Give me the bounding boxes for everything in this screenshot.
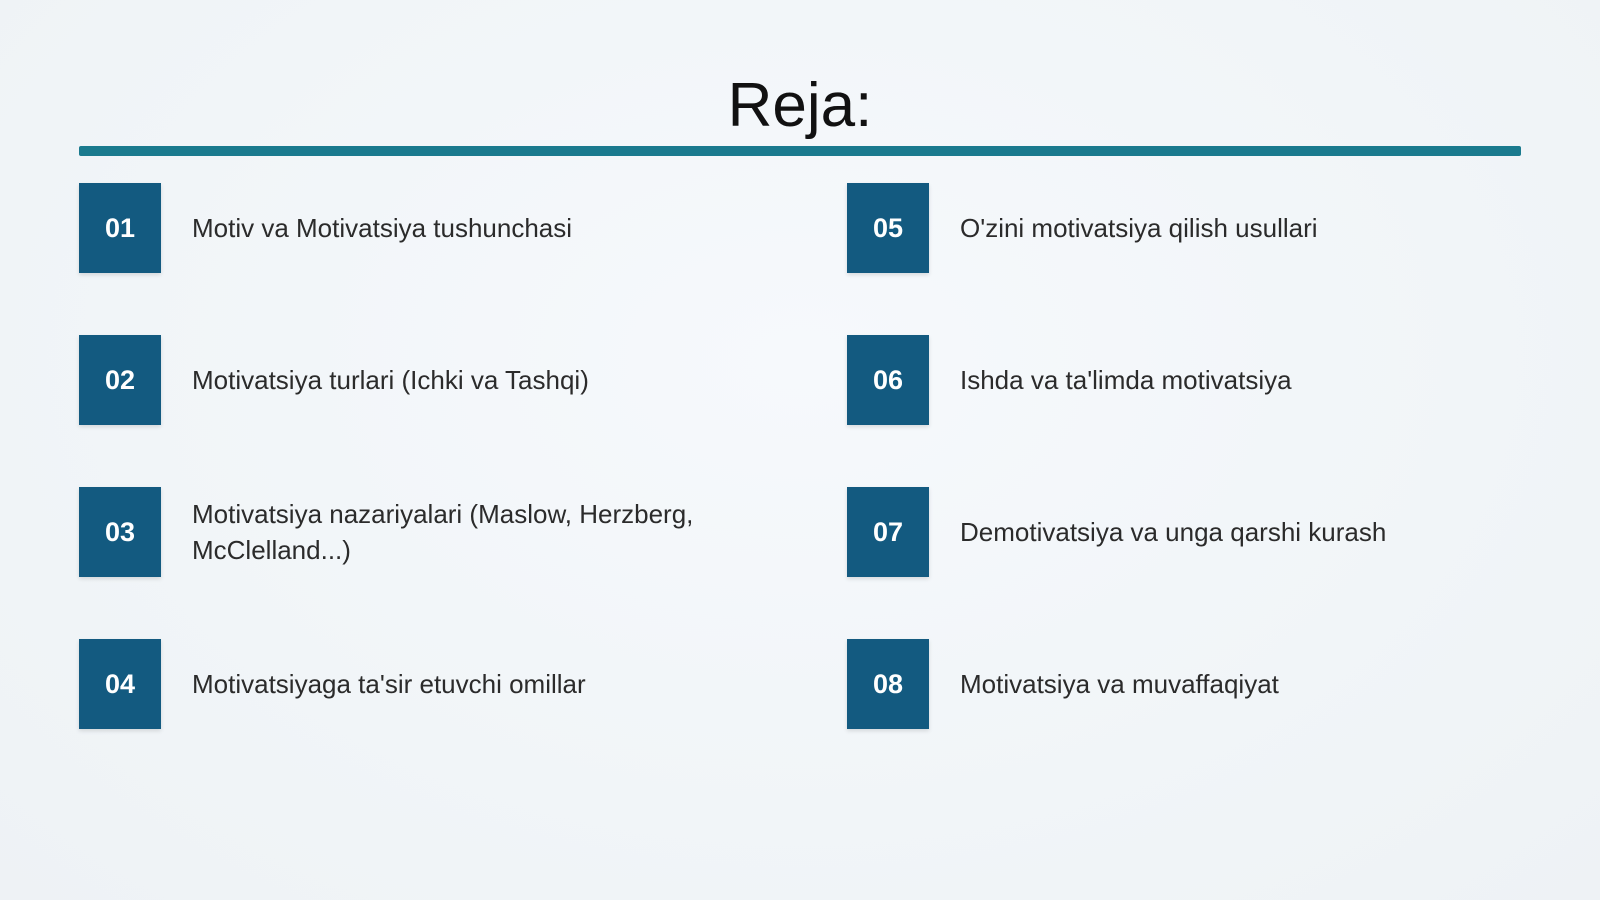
title-divider: [79, 146, 1521, 156]
item-text: Motiv va Motivatsiya tushunchasi: [192, 213, 573, 243]
item-number-badge: 05: [847, 183, 929, 273]
agenda-item-01: [79, 183, 769, 273]
agenda-item-03: [79, 487, 769, 577]
item-text: Motivatsiya va muvaffaqiyat: [960, 669, 1279, 699]
agenda-item-05: [847, 183, 1537, 273]
item-number-badge: 02: [79, 335, 161, 425]
item-number-badge: 01: [79, 183, 161, 273]
item-number-badge: 04: [79, 639, 161, 729]
item-number-badge: 06: [847, 335, 929, 425]
slide-title: Reja:: [727, 71, 873, 140]
agenda-item-04: [79, 639, 769, 729]
item-number-badge: 07: [847, 487, 929, 577]
agenda-item-06: [847, 335, 1537, 425]
agenda-item-08: [847, 639, 1537, 729]
item-number-badge: 08: [847, 639, 929, 729]
item-text: O'zini motivatsiya qilish usullari: [960, 213, 1318, 243]
item-text: Motivatsiya turlari (Ichki va Tashqi): [192, 365, 589, 395]
item-text: Motivatsiya nazariyalari (Maslow, Herzberg, McClelland...): [192, 499, 694, 565]
agenda-item-07: [847, 487, 1537, 577]
item-text: Motivatsiyaga ta'sir etuvchi omillar: [192, 669, 586, 699]
agenda-item-02: [79, 335, 769, 425]
item-text: Ishda va ta'limda motivatsiya: [960, 365, 1292, 395]
item-text: Demotivatsiya va unga qarshi kurash: [960, 517, 1387, 547]
item-number-badge: 03: [79, 487, 161, 577]
